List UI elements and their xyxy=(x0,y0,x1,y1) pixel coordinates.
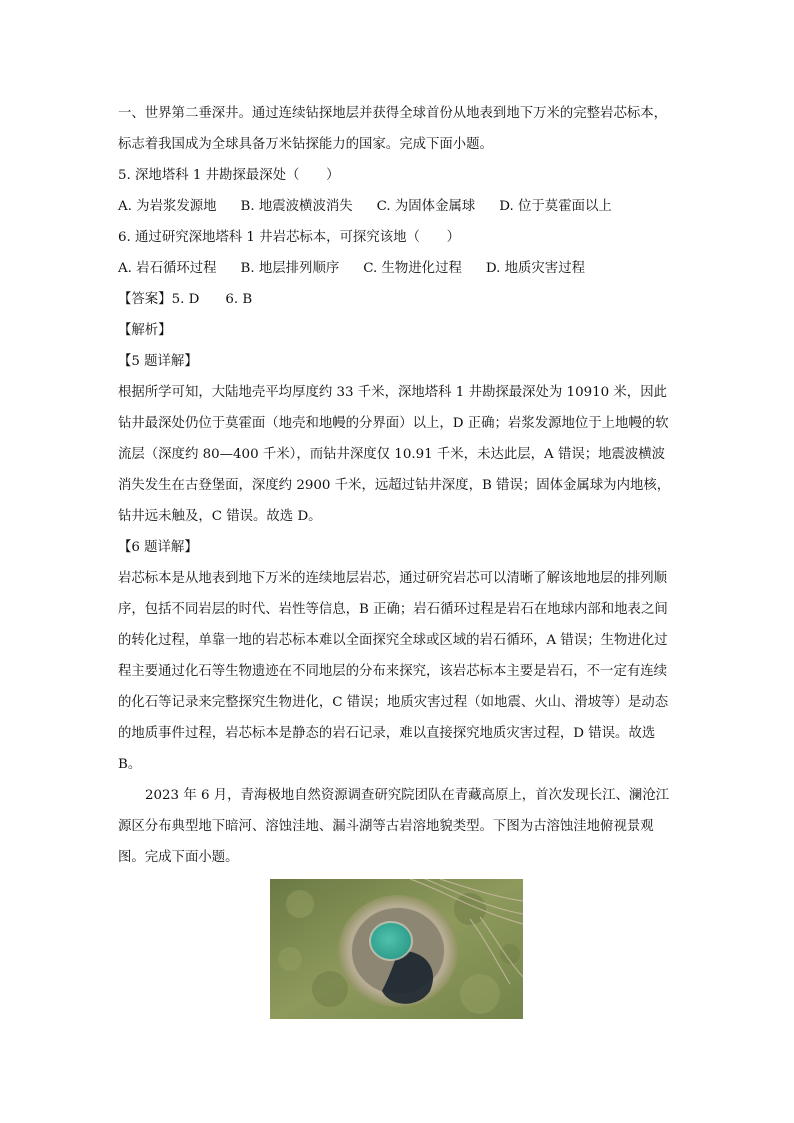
section-intro: 一、世界第二垂深井。通过连续钻探地层并获得全球首份从地表到地下万米的完整岩芯标本，标志着我国成为全球具备万米钻探能力的国家。完成下面小题。 xyxy=(118,106,668,152)
q6-option-d: D. 地质灾害过程 xyxy=(485,261,585,276)
question-6-options xyxy=(118,253,676,284)
answer-label: 【答案】 xyxy=(118,292,172,307)
detail-5-text: 根据所学可知，大陆地壳平均厚度约 33 千米，深地塔科 1 井勘探最深处为 10910 米，因此钻井最深处仍位于莫霍面（地壳和地幔的分界面）以上，D 正确；岩浆发源地位于上地幔的软流层（深度约 80—400 千米），而钻井深度仅 10.91 千米，未达此层，A 错误；地震波横波消失发生在古登堡面，深度约 2900 千米，远超过钻井深度，B 错误；固体金属球为内地核，钻井远未触及，C 错误。故选 D。 xyxy=(118,385,671,524)
question-6-stem: 6. 通过研究深地塔科 1 井岩芯标本，可探究该地（ ） xyxy=(118,230,461,245)
q6-option-b: B. 地层排列顺序 xyxy=(240,261,340,276)
q5-option-c: C. 为固体金属球 xyxy=(376,199,476,214)
q6-option-a: A. 岩石循环过程 xyxy=(118,261,217,276)
detail-5-title: 【5 题详解】 xyxy=(118,354,198,369)
question-5-stem: 5. 深地塔科 1 井勘探最深处（ ） xyxy=(118,168,340,183)
document-body xyxy=(118,98,676,873)
q5-option-d: D. 位于莫霍面以上 xyxy=(499,199,612,214)
karst-depression-aerial-photo xyxy=(270,879,523,1019)
answer-line xyxy=(118,284,676,315)
q5-option-b: B. 地震波横波消失 xyxy=(240,199,353,214)
q5-option-a: A. 为岩浆发源地 xyxy=(118,199,217,214)
answer-6: 6. B xyxy=(225,292,253,307)
answer-5: 5. D xyxy=(171,292,200,307)
question-5-options xyxy=(118,191,676,222)
q6-option-c: C. 生物进化过程 xyxy=(363,261,462,276)
next-section-intro: 2023 年 6 月，青海极地自然资源调查研究院团队在青藏高原上，首次发现长江、澜沧江源区分布典型地下暗河、溶蚀洼地、漏斗湖等古岩溶地貌类型。下图为古溶蚀洼地俯视景观图。完成下面小题。 xyxy=(118,788,670,865)
detail-6-text: 岩芯标本是从地表到地下万米的连续地层岩芯，通过研究岩芯可以清晰了解该地地层的排列顺序，包括不同岩层的时代、岩性等信息，B 正确；岩石循环过程是岩石在地球内部和地表之间的转化过程，单靠一地的岩芯标本难以全面探究全球或区域的岩石循环，A 错误；生物进化过程主要通过化石等生物遗迹在不同地层的分布来探究，该岩芯标本主要是岩石，不一定有连续的化石等记录来完整探究生物进化，C 错误；地质灾害过程（如地震、火山、滑坡等）是动态的地质事件过程，岩芯标本是静态的岩石记录，难以直接探究地质灾害过程，D 错误。故选 B。 xyxy=(118,571,669,772)
detail-6-title: 【6 题详解】 xyxy=(118,540,198,555)
analysis-label: 【解析】 xyxy=(118,323,172,338)
